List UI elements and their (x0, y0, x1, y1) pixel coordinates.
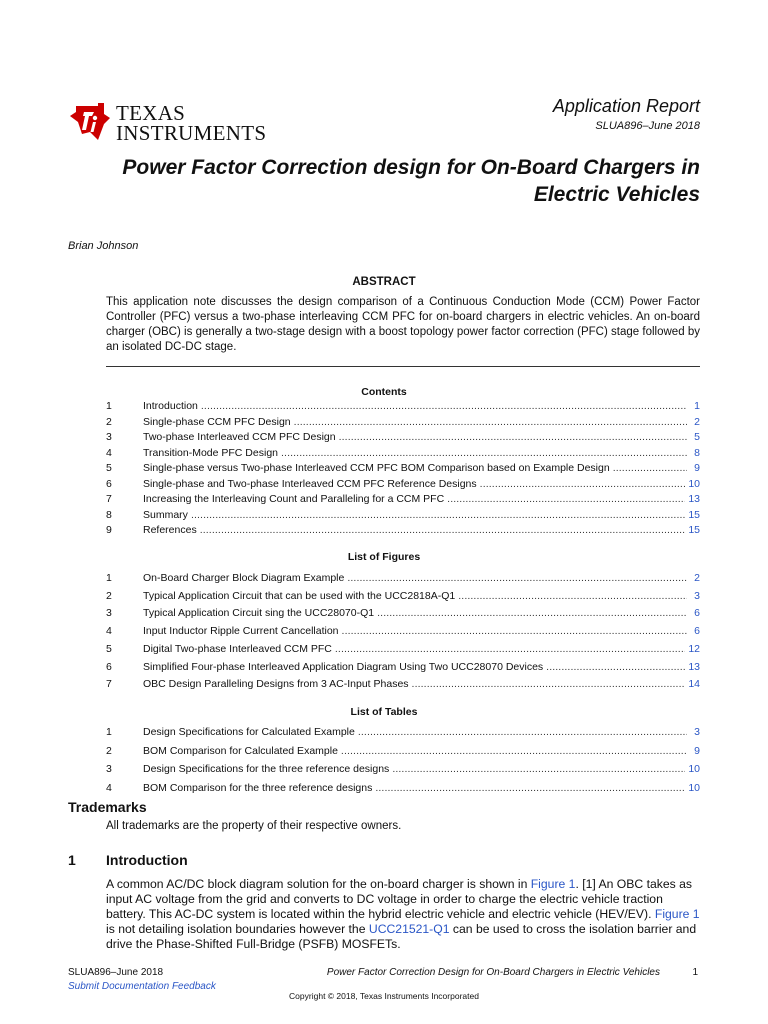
entry-page-link[interactable]: 13 (688, 660, 700, 673)
entry-number: 4 (106, 446, 112, 459)
entry-number: 2 (106, 589, 112, 602)
entry-title: Simplified Four-phase Interleaved Application Diagram Using Two UCC28070 Devices (143, 660, 544, 673)
dot-leader (458, 590, 687, 602)
entry-number: 1 (106, 726, 112, 738)
dot-leader (480, 478, 686, 490)
dot-leader (447, 493, 685, 505)
report-number: SLUA896–June 2018 (595, 120, 700, 132)
entry-title: Single-phase CCM PFC Design (143, 415, 291, 428)
dot-leader (191, 509, 685, 521)
entry-page-link[interactable]: 9 (694, 744, 700, 757)
abstract-heading: ABSTRACT (352, 276, 416, 288)
author: Brian Johnson (68, 240, 139, 252)
entry-page-link[interactable]: 3 (694, 589, 700, 602)
tables-entry[interactable] (106, 745, 700, 759)
tables-entry[interactable] (106, 782, 700, 796)
entry-page-link[interactable]: 9 (694, 462, 700, 474)
dot-leader (294, 416, 687, 428)
entry-number: 4 (106, 625, 112, 638)
entry-page-link[interactable]: 10 (688, 763, 700, 776)
entry-page-link[interactable]: 12 (688, 642, 700, 655)
entry-page-link[interactable]: 2 (694, 572, 700, 584)
entry-number: 2 (106, 415, 112, 428)
tables-entry[interactable] (106, 763, 700, 777)
entry-number: 5 (106, 642, 112, 655)
contents-entry[interactable] (106, 416, 700, 430)
ti-logo-icon (68, 100, 112, 144)
entry-title: OBC Design Paralleling Designs from 3 AC-Input Phases (143, 678, 409, 691)
entry-title: References (143, 524, 197, 536)
contents-entry[interactable] (106, 509, 700, 523)
figure-1-link[interactable]: Figure 1 (530, 877, 576, 891)
entry-number: 1 (106, 400, 112, 412)
entry-page-link[interactable]: 15 (688, 508, 700, 521)
entry-title: Typical Application Circuit sing the UCC28070-Q1 (143, 607, 375, 620)
entry-number: 3 (106, 607, 112, 620)
ucc21521-link[interactable]: UCC21521-Q1 (368, 922, 450, 936)
dot-leader (546, 661, 685, 673)
dot-leader (339, 431, 687, 443)
entry-page-link[interactable]: 10 (688, 477, 700, 490)
entry-page-link[interactable]: 3 (694, 726, 700, 738)
entry-number: 1 (106, 572, 112, 584)
entry-title: Transition-Mode PFC Design (143, 446, 278, 459)
logo-line-2: INSTRUMENTS (116, 121, 267, 145)
dot-leader (335, 643, 685, 655)
entry-page-link[interactable]: 10 (688, 782, 700, 795)
entry-title: Single-phase versus Two-phase Interleaved CCM PFC BOM Comparison based on Example Design (143, 462, 610, 474)
section-number: 1 (68, 852, 76, 868)
tables-entry[interactable] (106, 726, 700, 740)
entry-number: 3 (106, 763, 112, 776)
entry-number: 6 (106, 660, 112, 673)
entry-title: Typical Application Circuit that can be used with the UCC2818A-Q1 (143, 589, 456, 602)
dot-leader (412, 678, 686, 690)
contents-heading: Contents (361, 386, 407, 398)
ti-logo (68, 98, 268, 148)
entry-page-link[interactable]: 8 (694, 446, 700, 459)
entry-page-link[interactable]: 1 (694, 400, 700, 412)
contents-entry[interactable] (106, 400, 700, 414)
contents-entry[interactable] (106, 524, 700, 538)
footer-page-number: 1 (692, 967, 698, 978)
contents-entry[interactable] (106, 447, 700, 461)
dot-leader (358, 726, 687, 738)
figures-entry[interactable] (106, 590, 700, 604)
intro-text-2: . [1] An OBC takes as input AC voltage from the grid and converts to DC voltage in order to charge the electric vehicle traction battery. This AC-DC system is located within the hybrid electric vehicle and electric vehicle (HEV/EV). (106, 877, 692, 921)
footer-doc-id: SLUA896–June 2018 (68, 967, 164, 978)
logo-line-1: TEXAS (116, 101, 186, 125)
entry-number: 3 (106, 431, 112, 443)
entry-number: 2 (106, 744, 112, 757)
dot-leader (200, 524, 686, 536)
entry-title: BOM Comparison for the three reference designs (143, 782, 373, 795)
copyright: Copyright © 2018, Texas Instruments Incorporated (289, 991, 479, 1001)
entry-number: 6 (106, 477, 112, 490)
figures-entry[interactable] (106, 607, 700, 621)
report-type: Application Report (552, 96, 700, 116)
entry-title: Single-phase and Two-phase Interleaved CCM PFC Reference Designs (143, 477, 477, 490)
entry-number: 5 (106, 462, 112, 474)
entry-title: Design Specifications for the three reference designs (143, 763, 390, 776)
dot-leader (347, 572, 687, 584)
entry-number: 9 (106, 524, 112, 536)
introduction-paragraph (106, 877, 704, 952)
figures-entry[interactable] (106, 625, 700, 639)
footer-running-title: Power Factor Correction Design for On-Board Chargers in Electric Vehicles (326, 967, 660, 978)
entry-page-link[interactable]: 5 (694, 431, 700, 443)
entry-title: BOM Comparison for Calculated Example (143, 744, 338, 757)
dot-leader (375, 782, 685, 794)
figures-entry[interactable] (106, 572, 700, 586)
tables-heading: List of Tables (350, 706, 418, 718)
dot-leader (281, 447, 687, 459)
entry-number: 7 (106, 678, 112, 691)
entry-number: 8 (106, 508, 112, 521)
figures-entry[interactable] (106, 661, 700, 675)
intro-text-3: is not detailing isolation boundaries however the (106, 922, 369, 936)
contents-entry[interactable] (106, 431, 700, 445)
entry-title: Input Inductor Ripple Current Cancellation (143, 625, 339, 638)
entry-title: Design Specifications for Calculated Example (143, 726, 355, 738)
entry-page-link[interactable]: 6 (694, 625, 700, 638)
figures-entry[interactable] (106, 678, 700, 692)
feedback-link[interactable]: Submit Documentation Feedback (68, 981, 216, 992)
contents-entry[interactable] (106, 493, 700, 507)
contents-entry[interactable] (106, 462, 700, 476)
entry-page-link[interactable]: 6 (694, 607, 700, 620)
figures-heading: List of Figures (347, 551, 421, 563)
dot-leader (341, 745, 687, 757)
document-title: Power Factor Correction design for On-Board Chargers in Electric Vehicles (122, 156, 700, 206)
entry-title: Digital Two-phase Interleaved CCM PFC (143, 642, 332, 655)
figure-1-link-2[interactable]: Figure 1 (654, 907, 700, 921)
entry-title: Increasing the Interleaving Count and Paralleling for a CCM PFC (143, 493, 445, 505)
entry-number: 4 (106, 782, 112, 795)
entry-page-link[interactable]: 13 (688, 493, 700, 505)
contents-entry[interactable] (106, 478, 700, 492)
intro-text-4: can be used to cross the isolation barrier and drive the Phase-Shifted Full-Bridge (PSFB) MOSFETs. (106, 922, 697, 951)
entry-title: Two-phase Interleaved CCM PFC Design (143, 431, 336, 443)
entry-title: Summary (143, 508, 188, 521)
entry-page-link[interactable]: 14 (688, 678, 700, 691)
dot-leader (201, 400, 687, 412)
entry-page-link[interactable]: 15 (688, 524, 700, 536)
intro-text-1: A common AC/DC block diagram solution for the on-board charger is shown in (106, 877, 531, 891)
entry-title: On-Board Charger Block Diagram Example (143, 572, 345, 584)
trademarks-heading: Trademarks (68, 799, 147, 815)
entry-page-link[interactable]: 2 (694, 415, 700, 428)
trademarks-text: All trademarks are the property of their respective owners. (106, 820, 402, 832)
entry-number: 7 (106, 493, 112, 505)
entry-title: Introduction (143, 400, 198, 412)
dot-leader (613, 462, 687, 474)
figures-entry[interactable] (106, 643, 700, 657)
dot-leader (342, 625, 687, 637)
dot-leader (392, 763, 685, 775)
section-heading: Introduction (106, 852, 188, 868)
divider (106, 366, 700, 367)
abstract-text: This application note discusses the design comparison of a Continuous Conduction Mode (CCM) Power Factor Controller (PFC) versus a two-phase interleaving CCM PFC for on-board chargers in electric vehicles. An on-board charger (OBC) is generally a two-stage design with a boost topology power factor correction (PFC) stage followed by an isolated DC-DC stage. (106, 296, 700, 353)
dot-leader (377, 607, 687, 619)
